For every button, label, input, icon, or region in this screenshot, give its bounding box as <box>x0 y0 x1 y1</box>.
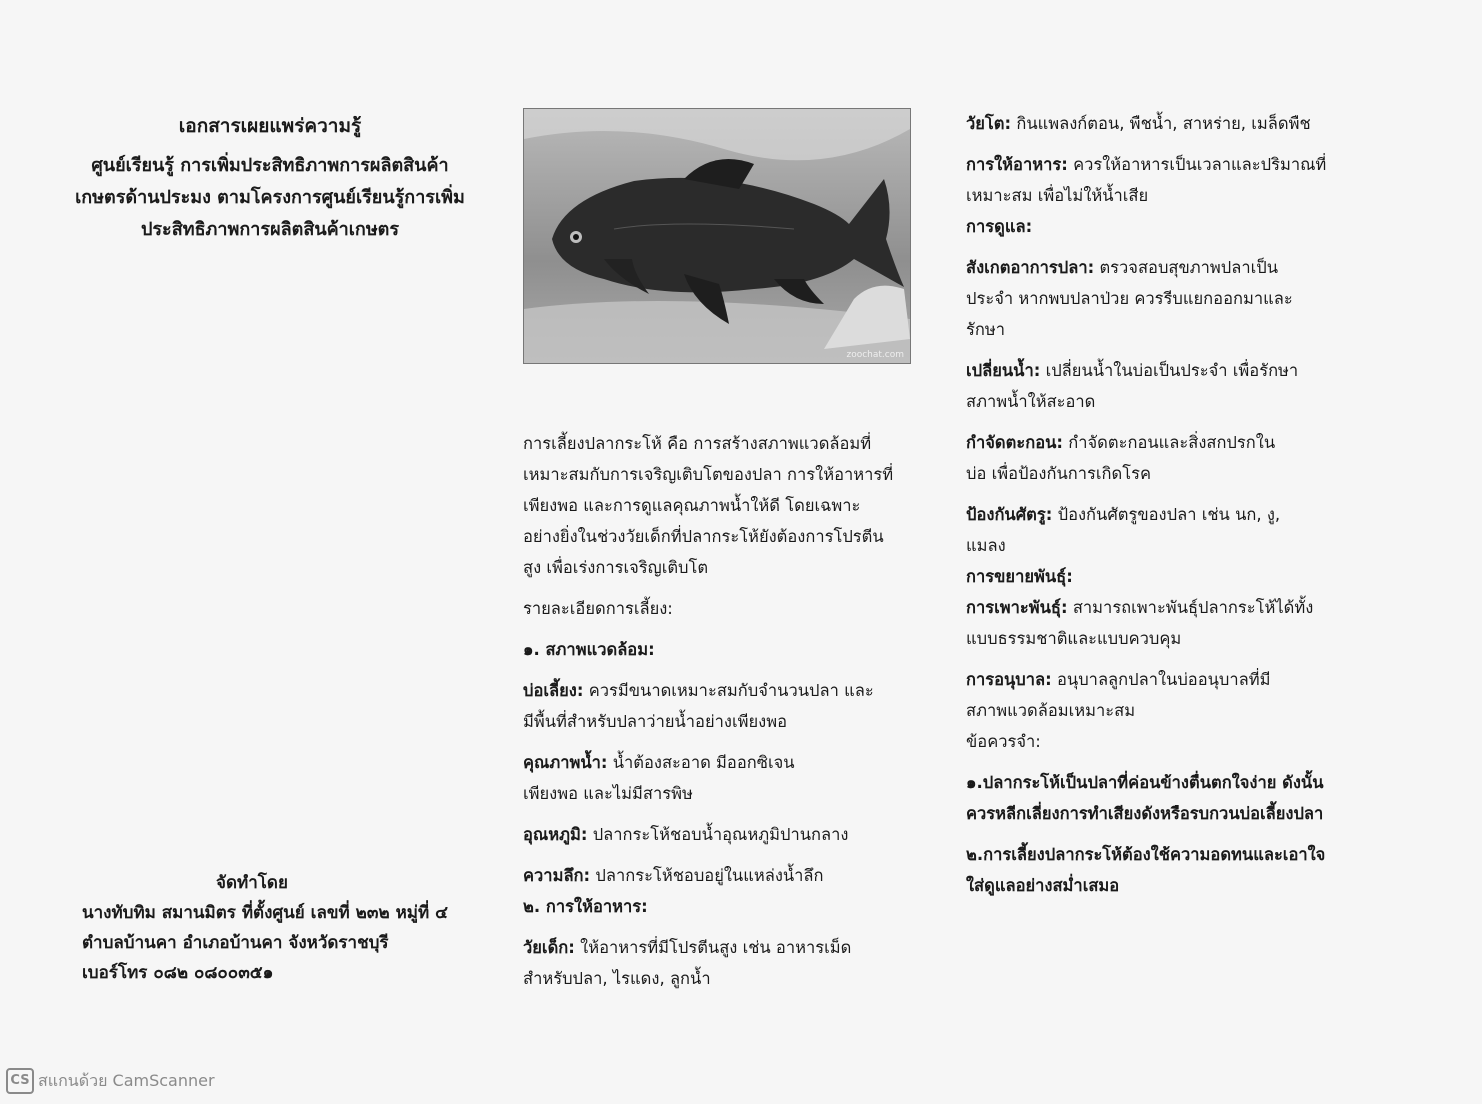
section-heading: การดูแล: <box>966 217 1033 236</box>
document-title: เอกสารเผยแพร่ความรู้ <box>178 115 362 137</box>
middle-column <box>523 108 923 994</box>
producer-line: เบอร์โทร ๐๘๒ ๐๘๐๐๓๕๑ <box>82 963 274 983</box>
item-label: คุณภาพน้ำ: <box>523 753 608 772</box>
producer-line: นางทับทิม สมานมิตร ที่ตั้งศูนย์ เลขที่ ๒๓๒ หมู่ที่ ๔ <box>82 903 449 923</box>
enemy-item: ป้องกันศัตรู: ป้องกันศัตรูของปลา เช่น นก, งู, แมลง <box>966 505 1281 555</box>
feeding-item: การให้อาหาร: ควรให้อาหารเป็นเวลาและปริมาณที่ เหมาะสม เพื่อไม่ให้น้ำเสีย <box>966 155 1327 205</box>
observe-item: สังเกตอาการปลา: ตรวจสอบสุขภาพปลาเป็น ประจำ หากพบปลาป่วย ควรรีบแยกออกมาและ รักษา <box>966 258 1293 339</box>
producer-heading: จัดทำโดย <box>216 873 288 893</box>
note-item: ๑.ปลากระโห้เป็นปลาที่ค่อนข้างตื่นตกใจง่าย ดังนั้น ควรหลีกเลี่ยงการทำเสียงดังหรือรบกวนบ่อเลี้ยงปลา <box>966 773 1324 823</box>
left-column <box>60 110 480 246</box>
sediment-item: กำจัดตะกอน: กำจัดตะกอนและสิ่งสกปรกใน บ่อ เพื่อป้องกันการเกิดโรค <box>966 433 1276 483</box>
item-label: วัยเด็ก: <box>523 938 575 957</box>
intro-line: เพียงพอ และการดูแลคุณภาพน้ำให้ดี โดยเฉพาะ <box>523 496 861 515</box>
scanner-watermark <box>6 1068 215 1094</box>
nursery-item: การอนุบาล: อนุบาลลูกปลาในบ่ออนุบาลที่มี สภาพแวดล้อมเหมาะสม <box>966 670 1271 720</box>
water-item: คุณภาพน้ำ: น้ำต้องสะอาด มีออกซิเจน เพียงพอ และไม่มีสารพิษ <box>523 753 795 803</box>
section-heading: ๑. สภาพแวดล้อม: <box>523 640 655 659</box>
item-label: ความลึก: <box>523 866 591 885</box>
intro-line: เหมาะสมกับการเจริญเติบโตของปลา การให้อาหารที่ <box>523 465 894 484</box>
section-heading: การขยายพันธุ์: <box>966 567 1073 586</box>
section-heading: ๒. การให้อาหาร: <box>523 897 648 916</box>
pond-item: บ่อเลี้ยง: ควรมีขนาดเหมาะสมกับจำนวนปลา และ มีพื้นที่สำหรับปลาว่ายน้ำอย่างเพียงพอ <box>523 681 874 731</box>
fish-photo <box>523 108 911 364</box>
section-heading: ข้อควรจำ: <box>966 732 1041 751</box>
intro-paragraph <box>523 428 923 583</box>
camscanner-logo-icon: CS <box>6 1068 34 1094</box>
watermark-text: สแกนด้วย CamScanner <box>38 1070 215 1090</box>
subtitle-line: เกษตรด้านประมง ตามโครงการศูนย์เรียนรู้การเพิ่ม <box>75 187 465 208</box>
right-column <box>966 108 1366 901</box>
depth-item: ความลึก: ปลากระโห้ชอบอยู่ในแหล่งน้ำลึก <box>523 866 824 885</box>
change-water-item: เปลี่ยนน้ำ: เปลี่ยนน้ำในบ่อเป็นประจำ เพื่อรักษา สภาพน้ำให้สะอาด <box>966 361 1299 411</box>
subtitle-line: ศูนย์เรียนรู้ การเพิ่มประสิทธิภาพการผลิตสินค้า <box>91 155 449 176</box>
subtitle-line: ประสิทธิภาพการผลิตสินค้าเกษตร <box>140 219 400 240</box>
intro-line: สูง เพื่อเร่งการเจริญเติบโต <box>523 558 709 577</box>
producer-block <box>82 868 502 988</box>
intro-line: อย่างยิ่งในช่วงวัยเด็กที่ปลากระโห้ยังต้องการโปรตีน <box>523 527 884 546</box>
item-label: อุณหภูมิ: <box>523 825 588 844</box>
producer-line: ตำบลบ้านคา อำเภอบ้านคา จังหวัดราชบุรี <box>82 933 389 953</box>
intro-line: การเลี้ยงปลากระโห้ คือ การสร้างสภาพแวดล้อมที่ <box>523 434 872 453</box>
item-label: บ่อเลี้ยง: <box>523 681 584 700</box>
adult-item: วัยโต: กินแพลงก์ตอน, พืชน้ำ, สาหร่าย, เมล็ดพืช <box>966 114 1311 133</box>
young-item: วัยเด็ก: ให้อาหารที่มีโปรตีนสูง เช่น อาหารเม็ด สำหรับปลา, ไรแดง, ลูกน้ำ <box>523 938 852 988</box>
note-item: ๒.การเลี้ยงปลากระโห้ต้องใช้ความอดทนและเอาใจ ใส่ดูแลอย่างสม่ำเสมอ <box>966 845 1326 895</box>
breed-item: การเพาะพันธุ์: สามารถเพาะพันธุ์ปลากระโห้ได้ทั้ง แบบธรรมชาติและแบบควบคุม <box>966 598 1314 648</box>
details-label: รายละเอียดการเลี้ยง: <box>523 599 673 618</box>
temp-item: อุณหภูมิ: ปลากระโห้ชอบน้ำอุณหภูมิปานกลาง <box>523 825 849 844</box>
image-credit: zoochat.com <box>846 350 904 360</box>
